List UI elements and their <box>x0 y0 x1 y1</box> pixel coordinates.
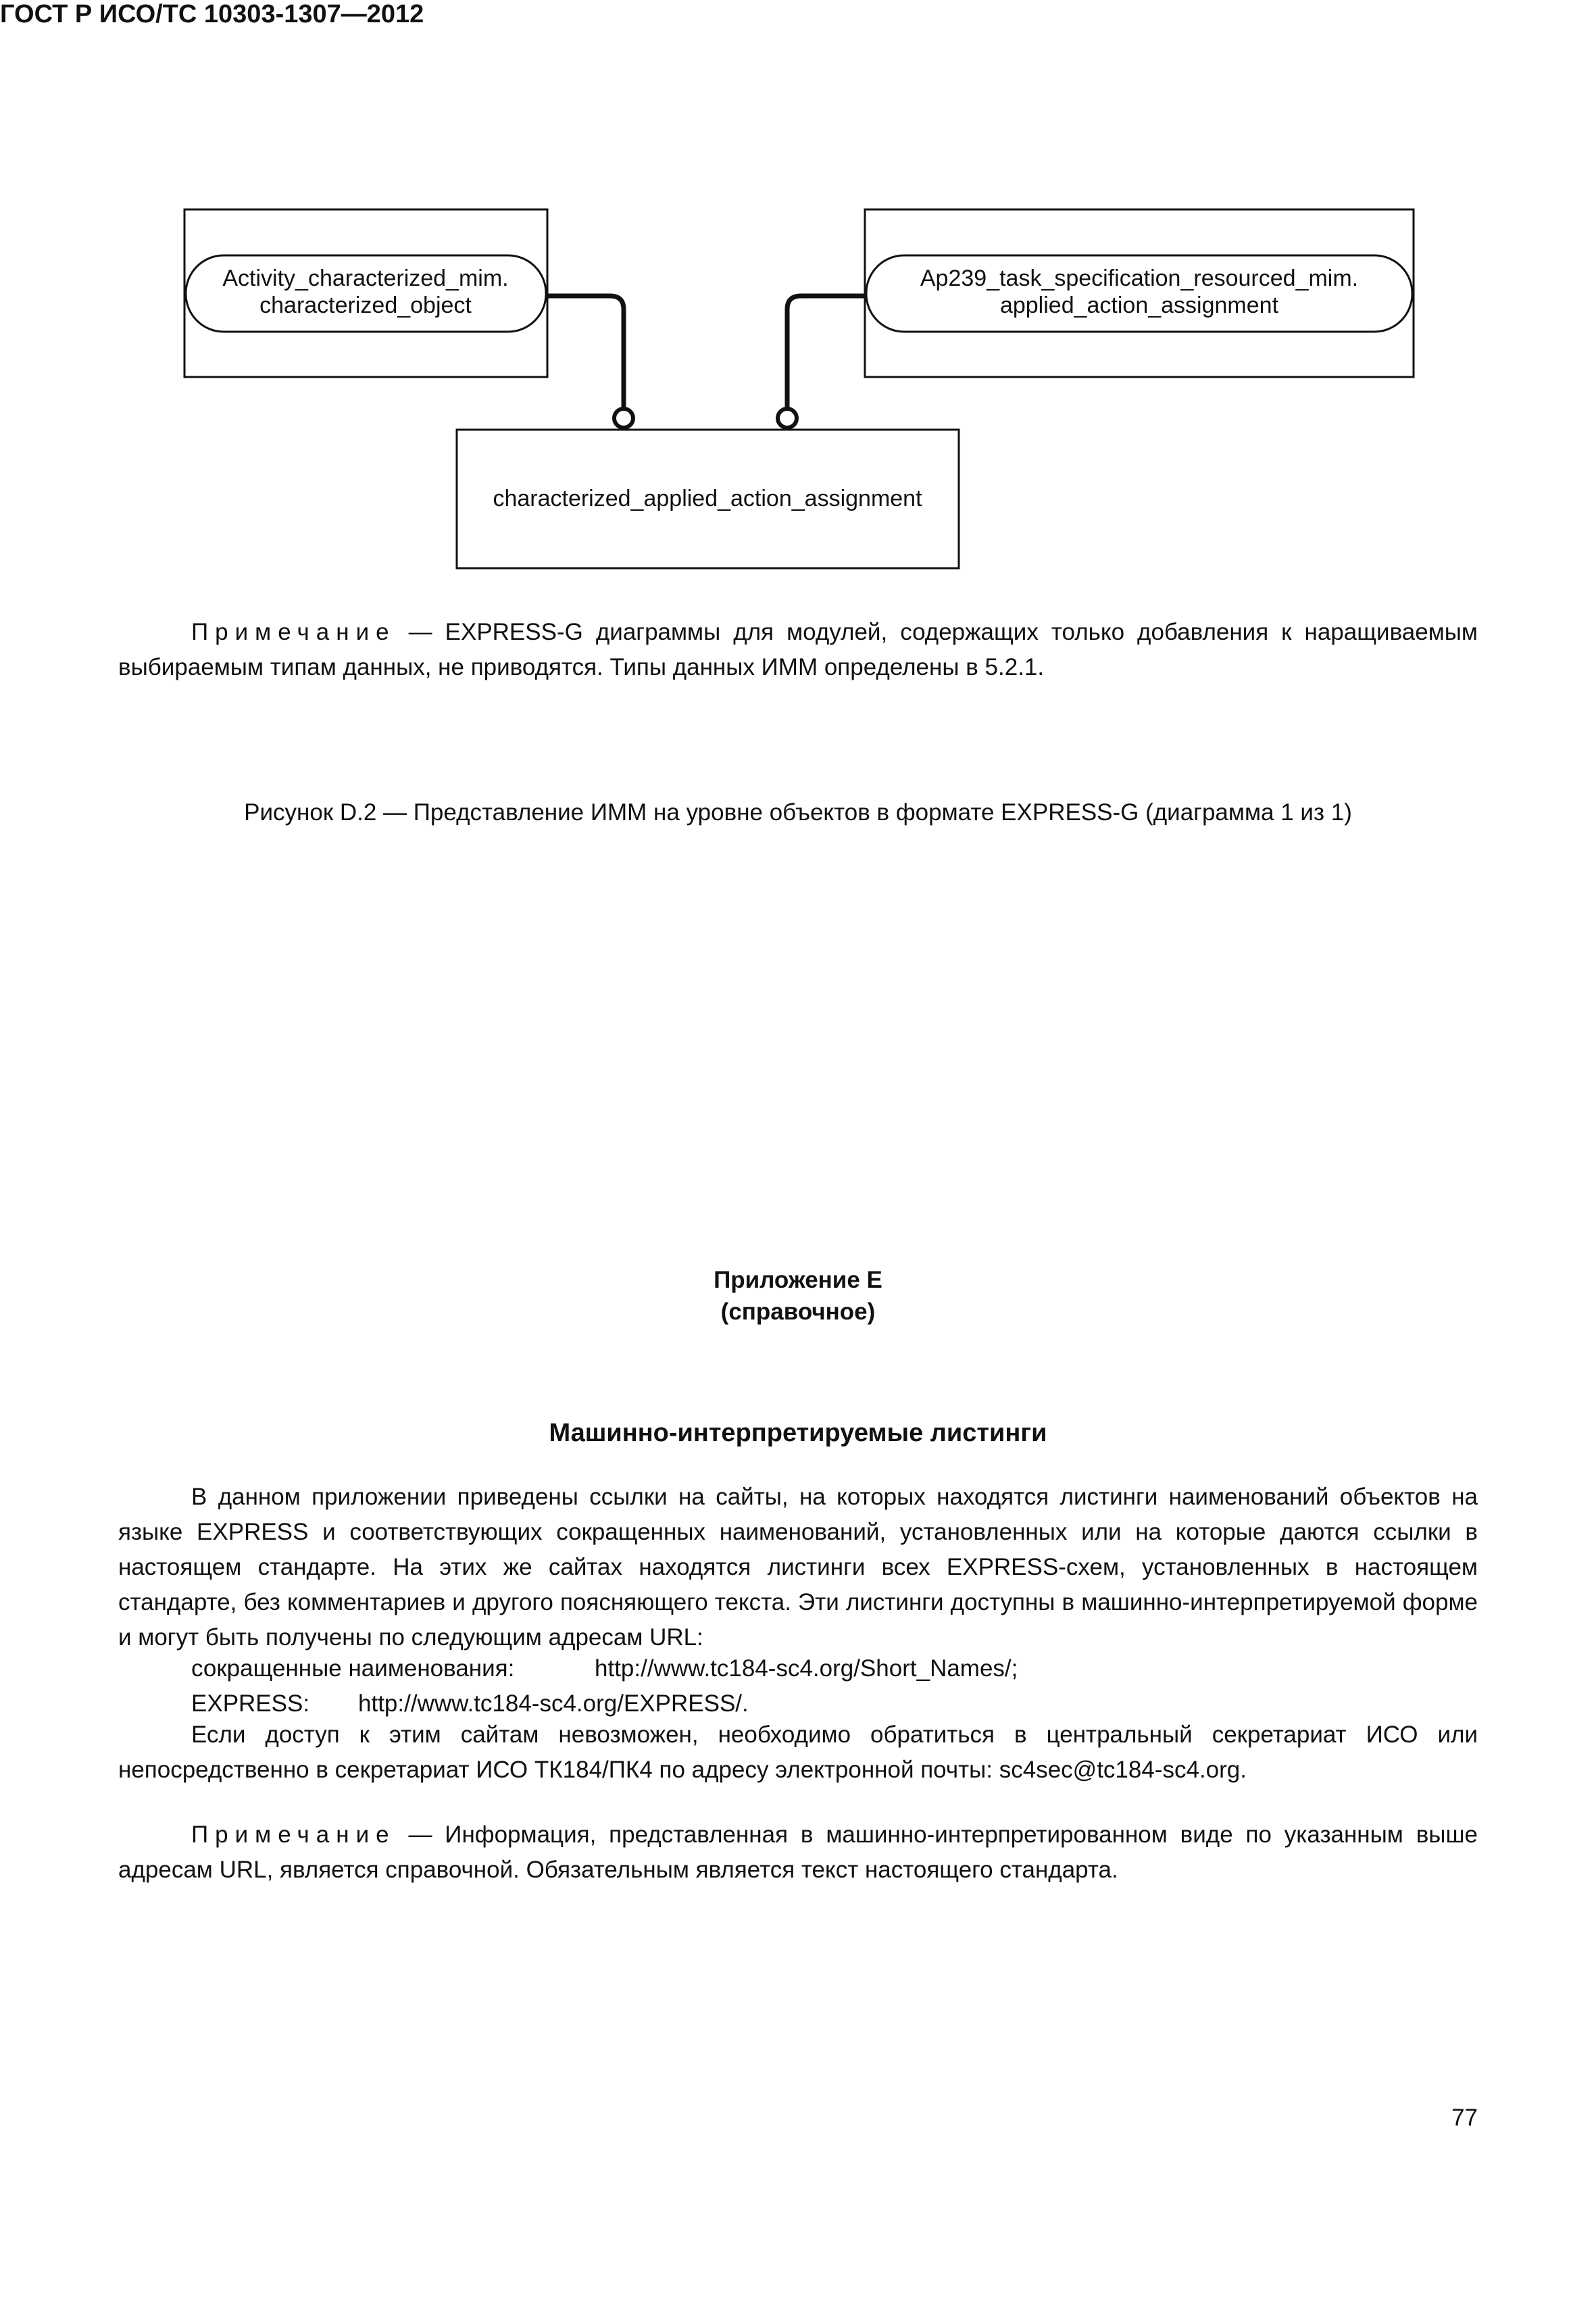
short-names-url: http://www.tc184-sc4.org/Short_Names/; <box>595 1655 1018 1682</box>
figure-note <box>118 615 1478 685</box>
document-code-header: ГОСТ Р ИСО/ТС 10303-1307—2012 <box>0 0 424 28</box>
express-url: http://www.tc184-sc4.org/EXPRESS/. <box>358 1690 749 1717</box>
short-names-label: сокращенные наименования: <box>191 1655 515 1682</box>
right-connector-circle <box>778 409 797 428</box>
figure-caption: Рисунок D.2 — Представление ИММ на уровне объектов в формате EXPRESS-G (диаграмма 1 из 1) <box>244 799 1352 826</box>
right-connector-line <box>787 296 865 409</box>
express-label: EXPRESS: <box>191 1690 310 1717</box>
left-entity-line-2: characterized_object <box>259 293 472 318</box>
left-entity-line-1: Activity_characterized_mim. <box>222 266 509 291</box>
contact-paragraph: Если доступ к этим сайтам невозможен, необходимо обратиться в центральный секретариат ИСО или непосредственно в секретариат ИСО ТК184/ПК4 по адресу электронной почты: sc4sec@tc184-sc4.org. <box>118 1721 1478 1783</box>
appendix-title: Приложение Е <box>714 1267 882 1293</box>
appendix-subtitle: (справочное) <box>720 1299 876 1325</box>
figure-note-label: Примечание <box>191 619 396 645</box>
appendix-heading: Машинно-интерпретируемые листинги <box>549 1419 1047 1447</box>
bottom-entity-label: characterized_applied_action_assignment <box>493 486 922 511</box>
appendix-note <box>118 1817 1478 1888</box>
appendix-note-label: Примечание <box>191 1821 396 1848</box>
appendix-note-text: — Информация, представленная в машинно-интерпретированном виде по указанным выше адресам URL, является справочной. Обязательным является текст настоящего стандарта. <box>118 1821 1478 1883</box>
express-g-diagram <box>0 0 1596 608</box>
intro-paragraph: В данном приложении приведены ссылки на сайты, на которых находятся листинги наименований объектов на языке EXPRESS и соответствующих сокращенных наименований, установленных или на которые даются ссылки в настоящем стандарте. На этих же сайтах находятся листинги всех EXPRESS-схем, установленных в настоящем стандарте, без комментариев и другого поясняющего текста. Эти листинги доступны в машинно-интерпретируемой форме и могут быть получены по следующим адресам URL: <box>118 1484 1478 1651</box>
right-entity-line-1: Ap239_task_specification_resourced_mim. <box>920 266 1359 291</box>
figure-note-text: — EXPRESS-G диаграммы для модулей, содержащих только добавления к наращиваемым выбираемым типам данных, не приводятся. Типы данных ИММ определены в 5.2.1. <box>118 619 1478 680</box>
right-entity-line-2: applied_action_assignment <box>999 293 1279 318</box>
left-connector-line <box>547 296 624 409</box>
page-number: 77 <box>1451 2105 1478 2131</box>
left-connector-circle <box>614 409 633 428</box>
